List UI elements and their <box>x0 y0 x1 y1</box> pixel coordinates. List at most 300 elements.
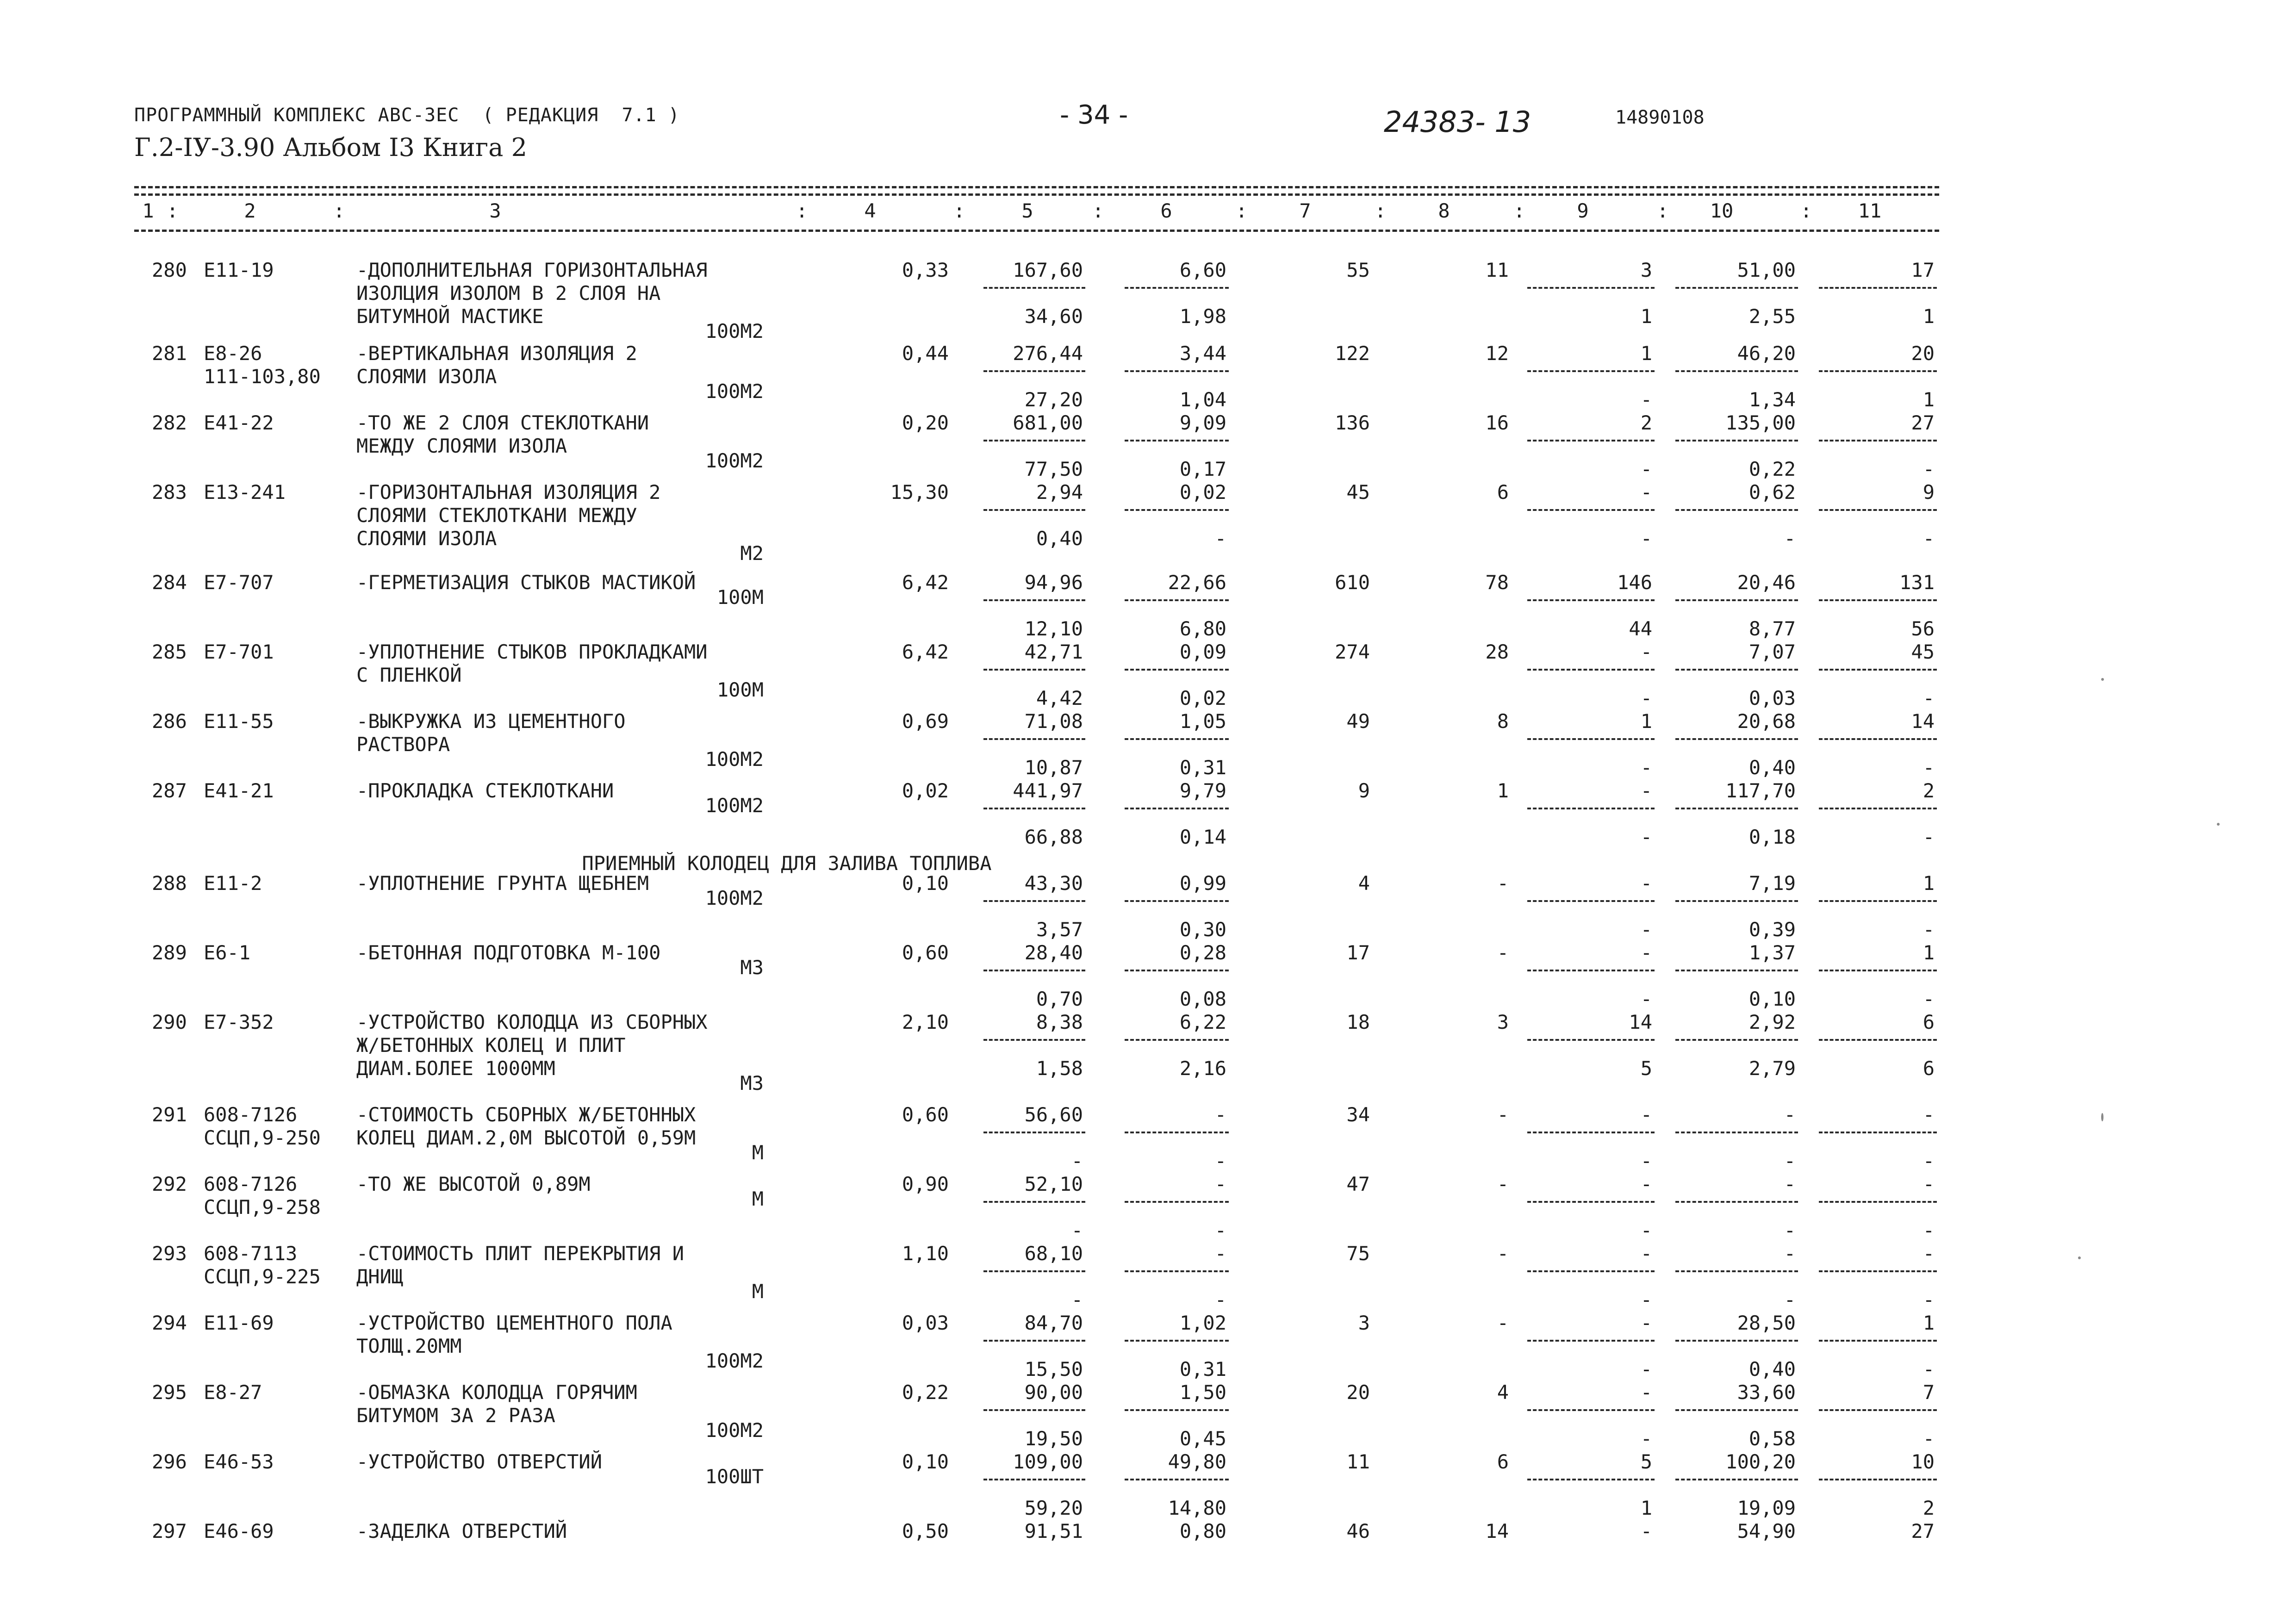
labor-machinists: 0,22 <box>1748 458 1796 480</box>
machine-wages-total: - <box>1640 388 1652 411</box>
labor-per-unit: 51,00 <box>1737 259 1796 281</box>
unit-cost: 84,70 <box>1024 1312 1083 1334</box>
labor-per-unit: 117,70 <box>1725 779 1796 802</box>
unit-wages: 59,20 <box>1024 1497 1083 1519</box>
machine-total: - <box>1640 1312 1652 1334</box>
row-number: 292 <box>152 1173 187 1195</box>
fraction-rule <box>983 1201 1085 1203</box>
labor-total: 17 <box>1911 259 1935 281</box>
work-code: Е11-69 <box>204 1312 274 1334</box>
unit-cost: 2,94 <box>1036 481 1083 504</box>
fraction-rule <box>1819 1039 1937 1041</box>
total-cost: 3 <box>1358 1312 1370 1334</box>
work-name: -СТОИМОСТЬ ПЛИТ ПЕРЕКРЫТИЯ И <box>356 1242 684 1265</box>
wages-total: - <box>1497 1242 1509 1265</box>
machine-wages: 1,04 <box>1179 388 1226 411</box>
fraction-rule <box>983 808 1085 809</box>
fraction-rule <box>1125 1132 1229 1133</box>
machine-total: 1 <box>1640 342 1652 365</box>
column-separator: : <box>1513 199 1525 222</box>
quantity: 0,22 <box>902 1381 949 1404</box>
unit-wages: 1,58 <box>1036 1057 1083 1080</box>
work-name: -УСТРОЙСТВО ОТВЕРСТИЙ <box>356 1450 603 1473</box>
machine-wages-total: 5 <box>1640 1057 1652 1080</box>
unit-wages: 3,57 <box>1036 918 1083 941</box>
labor-machinists-total: 1 <box>1923 305 1935 328</box>
labor-machinists-total: - <box>1923 826 1935 848</box>
fraction-rule <box>1527 900 1655 902</box>
wages-total: - <box>1497 1312 1509 1334</box>
unit-cost: 28,40 <box>1024 941 1083 964</box>
work-name: -ВЫКРУЖКА ИЗ ЦЕМЕНТНОГО <box>356 710 626 733</box>
wages-total: 3 <box>1497 1011 1509 1033</box>
labor-machinists: 1,34 <box>1748 388 1796 411</box>
machine-cost: 1,05 <box>1179 710 1226 733</box>
column-separator: : <box>1092 199 1104 222</box>
labor-machinists: 0,18 <box>1748 826 1796 848</box>
fraction-rule <box>1819 509 1937 511</box>
machine-wages-total: 44 <box>1629 617 1652 640</box>
machine-cost: 3,44 <box>1179 342 1226 365</box>
fraction-rule <box>1819 808 1937 809</box>
fraction-rule <box>1675 370 1798 372</box>
fraction-rule <box>1819 599 1937 601</box>
row-number: 289 <box>152 941 187 964</box>
labor-machinists-total: 2 <box>1923 1497 1935 1519</box>
unit-cost: 42,71 <box>1024 640 1083 663</box>
row-number: 295 <box>152 1381 187 1404</box>
total-cost: 75 <box>1346 1242 1370 1265</box>
fraction-rule <box>1527 1270 1655 1272</box>
labor-machinists: 8,77 <box>1748 617 1796 640</box>
machine-wages-total: - <box>1640 687 1652 709</box>
fraction-rule <box>1675 808 1798 809</box>
labor-machinists-total: - <box>1923 1150 1935 1172</box>
column-number: 3 <box>489 199 501 222</box>
fraction-rule <box>1819 669 1937 671</box>
fraction-rule <box>983 738 1085 740</box>
machine-total: 146 <box>1617 571 1652 594</box>
labor-per-unit: - <box>1784 1242 1796 1265</box>
machine-wages-total: - <box>1640 1219 1652 1242</box>
unit-cost: 109,00 <box>1013 1450 1083 1473</box>
work-name: РАСТВОРА <box>356 733 450 756</box>
labor-total: 14 <box>1911 710 1935 733</box>
labor-machinists-total: - <box>1923 458 1935 480</box>
quantity: 0,60 <box>902 941 949 964</box>
work-name: -ДОПОЛНИТЕЛЬНАЯ ГОРИЗОНТАЛЬНАЯ <box>356 259 708 281</box>
machine-wages: 0,14 <box>1179 826 1226 848</box>
machine-wages: 6,80 <box>1179 617 1226 640</box>
fraction-rule <box>1819 370 1937 372</box>
fraction-rule <box>1527 509 1655 511</box>
machine-total: 3 <box>1640 259 1652 281</box>
unit-wages: 0,40 <box>1036 527 1083 550</box>
labor-total: 27 <box>1911 411 1935 434</box>
fraction-rule <box>983 1409 1085 1411</box>
labor-total: 27 <box>1911 1520 1935 1542</box>
labor-per-unit: 33,60 <box>1737 1381 1796 1404</box>
unit-cost: 43,30 <box>1024 872 1083 895</box>
wages-total: 6 <box>1497 481 1509 504</box>
labor-total: 6 <box>1923 1011 1935 1033</box>
fraction-rule <box>983 669 1085 671</box>
fraction-rule <box>983 1340 1085 1342</box>
labor-total: 20 <box>1911 342 1935 365</box>
column-number: 7 <box>1299 199 1311 222</box>
total-cost: 47 <box>1346 1173 1370 1195</box>
labor-per-unit: 20,46 <box>1737 571 1796 594</box>
quantity: 6,42 <box>902 640 949 663</box>
unit-label: 100ШТ <box>705 1465 764 1488</box>
work-name: С ПЛЕНКОЙ <box>356 664 462 686</box>
work-name: КОЛЕЦ ДИАМ.2,0М ВЫСОТОЙ 0,59М <box>356 1126 696 1149</box>
machine-cost: 1,02 <box>1179 1312 1226 1334</box>
labor-machinists-total: - <box>1923 1219 1935 1242</box>
fraction-rule <box>1675 599 1798 601</box>
row-number: 283 <box>152 481 187 504</box>
machine-wages: 1,98 <box>1179 305 1226 328</box>
row-number: 287 <box>152 779 187 802</box>
fraction-rule <box>983 509 1085 511</box>
machine-cost: 22,66 <box>1168 571 1226 594</box>
quantity: 0,10 <box>902 1450 949 1473</box>
fraction-rule <box>1675 287 1798 289</box>
work-code: 608-7126 <box>204 1103 298 1126</box>
fraction-rule <box>1125 370 1229 372</box>
unit-cost: 276,44 <box>1013 342 1083 365</box>
document-number: 14890108 <box>1615 107 1705 128</box>
fraction-rule <box>1527 440 1655 442</box>
total-cost: 136 <box>1335 411 1370 434</box>
total-cost: 20 <box>1346 1381 1370 1404</box>
machine-wages: - <box>1214 1150 1226 1172</box>
wages-total: - <box>1497 872 1509 895</box>
work-code: Е8-27 <box>204 1381 262 1404</box>
labor-total: 1 <box>1923 941 1935 964</box>
work-name: -ТО ЖЕ 2 СЛОЯ СТЕКЛОТКАНИ <box>356 411 649 434</box>
machine-wages-total: 1 <box>1640 1497 1652 1519</box>
column-number: 2 <box>244 199 256 222</box>
unit-cost: 91,51 <box>1024 1520 1083 1542</box>
machine-total: - <box>1640 1103 1652 1126</box>
fraction-rule <box>1527 370 1655 372</box>
labor-per-unit: 54,90 <box>1737 1520 1796 1542</box>
fraction-rule <box>1675 970 1798 971</box>
fraction-rule <box>1675 1270 1798 1272</box>
fraction-rule <box>1819 1270 1937 1272</box>
fraction-rule <box>1819 1409 1937 1411</box>
machine-wages-total: - <box>1640 826 1652 848</box>
row-number: 294 <box>152 1312 187 1334</box>
work-code: 608-7113 <box>204 1242 298 1265</box>
fraction-rule <box>1527 287 1655 289</box>
column-number: 10 <box>1710 199 1734 222</box>
total-cost: 9 <box>1358 779 1370 802</box>
quantity: 0,02 <box>902 779 949 802</box>
labor-per-unit: - <box>1784 1173 1796 1195</box>
machine-total: - <box>1640 941 1652 964</box>
quantity: 0,10 <box>902 872 949 895</box>
row-number: 288 <box>152 872 187 895</box>
fraction-rule <box>1125 900 1229 902</box>
unit-label: М2 <box>740 542 764 565</box>
work-name: -ГЕРМЕТИЗАЦИЯ СТЫКОВ МАСТИКОЙ <box>356 571 696 594</box>
work-code: ССЦП,9-258 <box>204 1196 321 1219</box>
labor-machinists-total: - <box>1923 988 1935 1010</box>
fraction-rule <box>983 370 1085 372</box>
machine-wages: 2,16 <box>1179 1057 1226 1080</box>
machine-cost: 0,28 <box>1179 941 1226 964</box>
work-code: ССЦП,9-250 <box>204 1126 321 1149</box>
labor-per-unit: 46,20 <box>1737 342 1796 365</box>
work-name: -ЗАДЕЛКА ОТВЕРСТИЙ <box>356 1520 567 1542</box>
program-title: ПРОГРАММНЫЙ КОМПЛЕКС АВС-3ЕС ( РЕДАКЦИЯ 7.1 ) <box>134 105 680 126</box>
header-rule-bottom <box>134 230 1939 232</box>
fraction-rule <box>1675 1201 1798 1203</box>
quantity: 15,30 <box>890 481 949 504</box>
column-separator: : <box>1375 199 1387 222</box>
column-separator: : <box>333 199 345 222</box>
work-name: -ТО ЖЕ ВЫСОТОЙ 0,89М <box>356 1173 591 1195</box>
fraction-rule <box>1527 1201 1655 1203</box>
unit-cost: 90,00 <box>1024 1381 1083 1404</box>
quantity: 0,33 <box>902 259 949 281</box>
unit-label: М <box>752 1188 764 1210</box>
labor-total: - <box>1923 1103 1935 1126</box>
fraction-rule <box>983 1479 1085 1480</box>
row-number: 282 <box>152 411 187 434</box>
machine-total: - <box>1640 1381 1652 1404</box>
machine-wages-total: - <box>1640 756 1652 779</box>
machine-wages: 0,31 <box>1179 756 1226 779</box>
work-code: Е8-26 <box>204 342 262 365</box>
unit-label: 100М2 <box>705 1349 764 1372</box>
unit-cost: 56,60 <box>1024 1103 1083 1126</box>
labor-machinists: - <box>1784 1150 1796 1172</box>
labor-per-unit: 100,20 <box>1725 1450 1796 1473</box>
wages-total: 14 <box>1485 1520 1509 1542</box>
work-code: Е11-19 <box>204 259 274 281</box>
work-name: -УПЛОТНЕНИЕ ГРУНТА ЩЕБНЕМ <box>356 872 649 895</box>
unit-wages: 0,70 <box>1036 988 1083 1010</box>
labor-machinists-total: 1 <box>1923 388 1935 411</box>
labor-per-unit: 0,62 <box>1748 481 1796 504</box>
labor-per-unit: 20,68 <box>1737 710 1796 733</box>
total-cost: 4 <box>1358 872 1370 895</box>
unit-label: 100М2 <box>705 748 764 771</box>
column-separator: : <box>167 199 179 222</box>
labor-machinists-total: - <box>1923 1288 1935 1311</box>
column-number: 5 <box>1021 199 1033 222</box>
unit-wages: - <box>1071 1219 1083 1242</box>
labor-total: 9 <box>1923 481 1935 504</box>
fraction-rule <box>1125 1270 1229 1272</box>
machine-total: - <box>1640 1242 1652 1265</box>
quantity: 0,20 <box>902 411 949 434</box>
fraction-rule <box>983 970 1085 971</box>
unit-cost: 441,97 <box>1013 779 1083 802</box>
machine-cost: 0,02 <box>1179 481 1226 504</box>
fraction-rule <box>1819 287 1937 289</box>
labor-total: 7 <box>1923 1381 1935 1404</box>
work-name: Ж/БЕТОННЫХ КОЛЕЦ И ПЛИТ <box>356 1034 626 1057</box>
machine-wages-total: - <box>1640 1427 1652 1450</box>
work-code: ССЦП,9-225 <box>204 1265 321 1288</box>
work-code: 111-103,80 <box>204 365 321 388</box>
column-number: 1 <box>142 199 154 222</box>
quantity: 0,69 <box>902 710 949 733</box>
fraction-rule <box>1125 1479 1229 1480</box>
work-name: -ГОРИЗОНТАЛЬНАЯ ИЗОЛЯЦИЯ 2 <box>356 481 661 504</box>
row-number: 290 <box>152 1011 187 1033</box>
unit-wages: 12,10 <box>1024 617 1083 640</box>
unit-label: М <box>752 1280 764 1303</box>
fraction-rule <box>1125 1201 1229 1203</box>
machine-cost: - <box>1214 1242 1226 1265</box>
fraction-rule <box>983 440 1085 442</box>
unit-cost: 52,10 <box>1024 1173 1083 1195</box>
work-name: СЛОЯМИ ИЗОЛА <box>356 527 497 550</box>
work-name: -УСТРОЙСТВО ЦЕМЕНТНОГО ПОЛА <box>356 1312 672 1334</box>
labor-total: 2 <box>1923 779 1935 802</box>
fraction-rule <box>1527 1132 1655 1133</box>
row-number: 284 <box>152 571 187 594</box>
fraction-rule <box>1527 1340 1655 1342</box>
machine-wages-total: - <box>1640 1288 1652 1311</box>
machine-cost: 9,79 <box>1179 779 1226 802</box>
wages-total: 1 <box>1497 779 1509 802</box>
fraction-rule <box>1675 669 1798 671</box>
total-cost: 17 <box>1346 941 1370 964</box>
work-code: Е11-2 <box>204 872 262 895</box>
machine-wages: - <box>1214 1288 1226 1311</box>
fraction-rule <box>1125 1340 1229 1342</box>
row-number: 291 <box>152 1103 187 1126</box>
column-number: 9 <box>1577 199 1589 222</box>
labor-per-unit: 28,50 <box>1737 1312 1796 1334</box>
machine-cost: 0,09 <box>1179 640 1226 663</box>
unit-cost: 681,00 <box>1013 411 1083 434</box>
fraction-rule <box>1527 1039 1655 1041</box>
machine-cost: 0,99 <box>1179 872 1226 895</box>
unit-label: 100М2 <box>705 794 764 817</box>
machine-cost: - <box>1214 1173 1226 1195</box>
unit-label: 100М <box>716 586 764 609</box>
work-code: Е46-69 <box>204 1520 274 1542</box>
labor-per-unit: 135,00 <box>1725 411 1796 434</box>
machine-total: - <box>1640 481 1652 504</box>
labor-machinists: - <box>1784 1219 1796 1242</box>
fraction-rule <box>1125 440 1229 442</box>
fraction-rule <box>1125 1409 1229 1411</box>
work-code: Е41-21 <box>204 779 274 802</box>
labor-machinists-total: - <box>1923 1358 1935 1380</box>
work-name: БИТУМОМ ЗА 2 РАЗА <box>356 1404 555 1427</box>
work-name: -БЕТОННАЯ ПОДГОТОВКА М-100 <box>356 941 661 964</box>
work-code: Е6-1 <box>204 941 251 964</box>
page-number: - 34 - <box>1060 100 1128 130</box>
fraction-rule <box>983 1270 1085 1272</box>
column-separator: : <box>796 199 808 222</box>
work-code: Е41-22 <box>204 411 274 434</box>
work-name: ДНИЩ <box>356 1265 404 1288</box>
quantity: 6,42 <box>902 571 949 594</box>
machine-wages-total: - <box>1640 988 1652 1010</box>
fraction-rule <box>1819 738 1937 740</box>
column-separator: : <box>1236 199 1248 222</box>
labor-machinists: 0,40 <box>1748 756 1796 779</box>
unit-wages: - <box>1071 1150 1083 1172</box>
machine-cost: 0,80 <box>1179 1520 1226 1542</box>
total-cost: 55 <box>1346 259 1370 281</box>
unit-wages: 77,50 <box>1024 458 1083 480</box>
machine-cost: 6,22 <box>1179 1011 1226 1033</box>
fraction-rule <box>1819 1479 1937 1480</box>
row-number: 281 <box>152 342 187 365</box>
fraction-rule <box>983 599 1085 601</box>
row-number: 293 <box>152 1242 187 1265</box>
quantity: 0,44 <box>902 342 949 365</box>
total-cost: 45 <box>1346 481 1370 504</box>
scan-speck <box>2078 1256 2081 1259</box>
machine-total: - <box>1640 779 1652 802</box>
unit-label: 100М2 <box>705 1419 764 1442</box>
labor-total: 131 <box>1899 571 1935 594</box>
unit-label: М3 <box>740 1072 764 1094</box>
work-name: -УСТРОЙСТВО КОЛОДЦА ИЗ СБОРНЫХ <box>356 1011 708 1033</box>
total-cost: 122 <box>1335 342 1370 365</box>
work-name: -УПЛОТНЕНИЕ СТЫКОВ ПРОКЛАДКАМИ <box>356 640 708 663</box>
wages-total: 8 <box>1497 710 1509 733</box>
fraction-rule <box>1819 970 1937 971</box>
machine-total: 5 <box>1640 1450 1652 1473</box>
labor-total: - <box>1923 1173 1935 1195</box>
wages-total: - <box>1497 1173 1509 1195</box>
header-rule-top <box>134 186 1939 188</box>
machine-cost: 1,50 <box>1179 1381 1226 1404</box>
machine-wages: 0,02 <box>1179 687 1226 709</box>
quantity: 0,03 <box>902 1312 949 1334</box>
machine-total: - <box>1640 1520 1652 1542</box>
work-name: ИЗОЛЦИЯ ИЗОЛОМ В 2 СЛОЯ НА <box>356 282 661 305</box>
total-cost: 34 <box>1346 1103 1370 1126</box>
machine-wages: 0,45 <box>1179 1427 1226 1450</box>
fraction-rule <box>1819 900 1937 902</box>
column-separator: : <box>1657 199 1669 222</box>
wages-total: 6 <box>1497 1450 1509 1473</box>
fraction-rule <box>1527 669 1655 671</box>
work-name: -СТОИМОСТЬ СБОРНЫХ Ж/БЕТОННЫХ <box>356 1103 696 1126</box>
quantity: 0,50 <box>902 1520 949 1542</box>
fraction-rule <box>983 900 1085 902</box>
quantity: 0,60 <box>902 1103 949 1126</box>
fraction-rule <box>1675 1039 1798 1041</box>
work-name: СЛОЯМИ ИЗОЛА <box>356 365 497 388</box>
fraction-rule <box>1527 808 1655 809</box>
machine-cost: 6,60 <box>1179 259 1226 281</box>
machine-cost: - <box>1214 1103 1226 1126</box>
fraction-rule <box>1675 1132 1798 1133</box>
wages-total: 12 <box>1485 342 1509 365</box>
unit-wages: - <box>1071 1288 1083 1311</box>
work-code: Е11-55 <box>204 710 274 733</box>
labor-machinists: 0,10 <box>1748 988 1796 1010</box>
work-name: БИТУМНОЙ МАСТИКЕ <box>356 305 544 328</box>
total-cost: 274 <box>1335 640 1370 663</box>
labor-per-unit: 7,19 <box>1748 872 1796 895</box>
unit-label: М3 <box>740 956 764 979</box>
